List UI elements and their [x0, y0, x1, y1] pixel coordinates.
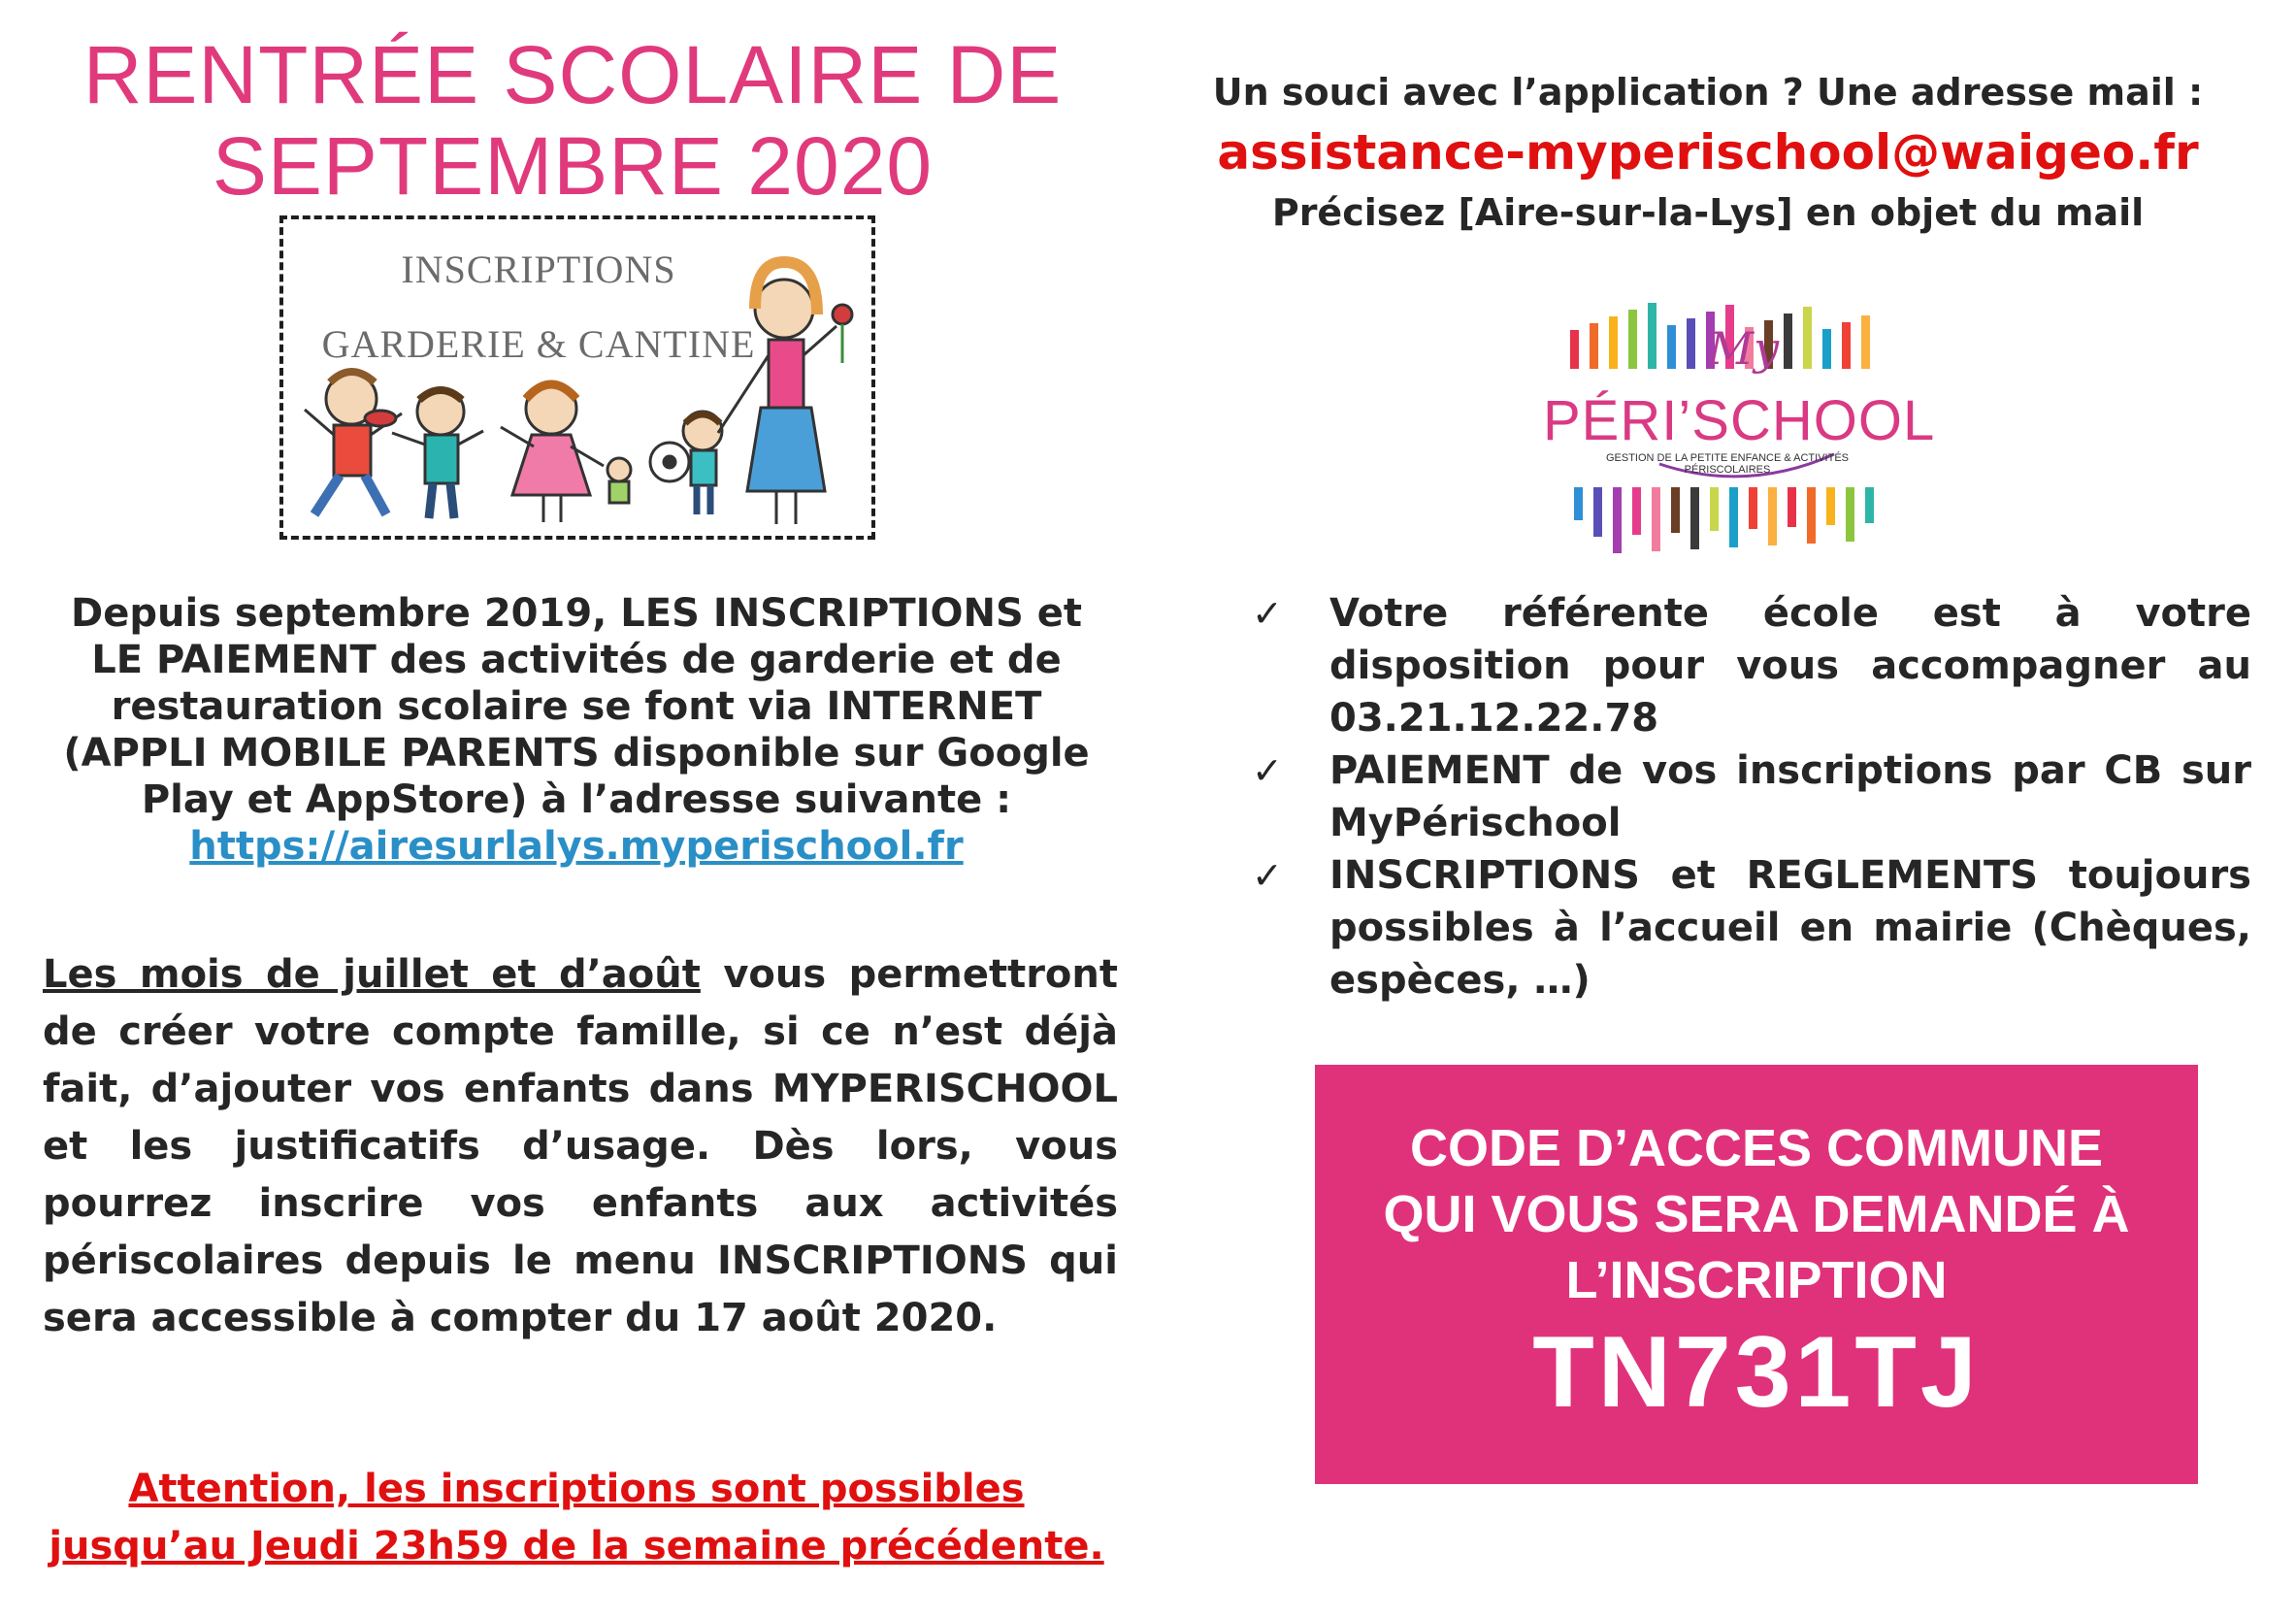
pencil-bottom	[1593, 487, 1602, 537]
pencil-bottom	[1710, 487, 1719, 531]
pencil-top	[1609, 316, 1618, 369]
pencil-bottom	[1749, 487, 1757, 529]
title-line-2: SEPTEMBRE 2020	[212, 120, 934, 212]
pencil-bottom	[1613, 487, 1622, 553]
checklist-item	[1252, 587, 2251, 744]
illustration-caption-1: INSCRIPTIONS	[401, 248, 676, 291]
support-question: Un souci avec l’application ? Une adresse mail :	[1212, 71, 2204, 114]
pencil-top	[1861, 315, 1870, 369]
pencil-bottom	[1846, 487, 1854, 542]
checklist-item-text: INSCRIPTIONS et REGLEMENTS toujours possibles à l’accueil en mairie (Chèques, espèces, …)	[1329, 853, 2251, 1003]
checklist-item-text: Votre référente école est à votre disposition pour vous accompagner au 03.21.12.22.78	[1329, 591, 2251, 741]
pencil-top	[1628, 310, 1637, 369]
intro-paragraph	[43, 590, 1110, 870]
logo-brand: PÉRI’SCHOOL	[1543, 389, 1936, 452]
checklist-item	[1252, 849, 2251, 1007]
access-code-label	[1315, 1115, 2198, 1313]
page-title	[39, 29, 1106, 212]
periscool-logo	[1543, 262, 1936, 553]
illustration-caption-2: GARDERIE & CANTINE	[321, 322, 756, 366]
pencil-bottom	[1690, 487, 1699, 549]
logo-my: My	[1708, 322, 1780, 375]
intro-text: Depuis septembre 2019, LES INSCRIPTIONS et LE PAIEMENT des activités de garderie et de restauration scolaire se font via INTERNET (APPLI MOBILE PARENTS disponible sur Google Play et AppStore) à l’adresse suivante :	[63, 591, 1090, 822]
pencil-top	[1590, 323, 1598, 369]
pencil-bottom	[1826, 487, 1835, 525]
pencil-top	[1803, 307, 1812, 369]
pencil-bottom	[1632, 487, 1641, 535]
pencil-bottom	[1574, 487, 1583, 520]
support-note: Précisez [Aire-sur-la-Lys] en objet du mail	[1271, 191, 2145, 234]
access-code-label-line-3: L’INSCRIPTION	[1565, 1251, 1948, 1309]
logo-tagline: GESTION DE LA PETITE ENFANCE & ACTIVITÉS PÉRISCOLAIRES	[1605, 452, 1849, 476]
pencil-bottom	[1768, 487, 1777, 545]
checklist-item	[1252, 744, 2251, 849]
pencil-bottom	[1807, 487, 1816, 544]
pencil-top	[1822, 329, 1831, 369]
pencil-bottom	[1788, 487, 1796, 527]
title-line-1: RENTRÉE SCOLAIRE DE	[82, 29, 1063, 120]
pencil-bottom	[1865, 487, 1874, 523]
pencil-top	[1648, 303, 1656, 369]
info-checklist	[1252, 587, 2251, 1007]
pencil-bottom	[1671, 487, 1680, 533]
pencil-bottom	[1729, 487, 1738, 547]
deadline-warning: Attention, les inscriptions sont possibles jusqu’au Jeudi 23h59 de la semaine précédente.	[49, 1467, 1104, 1568]
checklist-item-text: PAIEMENT de vos inscriptions par CB sur MyPérischool	[1329, 748, 2251, 845]
summer-info-paragraph	[43, 946, 1118, 1347]
pencil-top	[1687, 318, 1695, 369]
access-code-value: TN731TJ	[1532, 1316, 1981, 1429]
access-code-label-line-2: QUI VOUS SERA DEMANDÉ À	[1383, 1185, 2130, 1243]
pencil-top	[1784, 314, 1792, 369]
summer-months-emphasis: Les mois de juillet et d’août	[43, 952, 701, 997]
access-code-label-line-1: CODE D’ACCES COMMUNE	[1409, 1119, 2104, 1177]
pencil-top	[1842, 322, 1851, 369]
summer-info-text: vous permettront de créer votre compte famille, si ce n’est déjà fait, d’ajouter vos enfants dans MYPERISCHOOL et les justificatifs d’usage. Dès lors, vous pourrez inscrire vos enfants aux activités périscolaires depuis le menu INSCRIPTIONS qui sera accessible à compter du 17 août 2020.	[43, 952, 1118, 1340]
access-code-box	[1315, 1065, 2198, 1484]
checkmark-icon: ✓	[1252, 749, 1283, 792]
checkmark-icon: ✓	[1252, 592, 1283, 635]
checkmark-icon: ✓	[1252, 854, 1283, 897]
pencil-top	[1667, 325, 1676, 369]
registration-illustration	[279, 215, 875, 540]
myperischool-link[interactable]: https://airesurlalys.myperischool.fr	[189, 824, 964, 869]
pencil-top	[1570, 330, 1579, 369]
family-drawing-icon	[283, 219, 871, 536]
pencil-bottom	[1652, 487, 1660, 551]
support-email[interactable]: assistance-myperischool@waigeo.fr	[1217, 124, 2199, 181]
